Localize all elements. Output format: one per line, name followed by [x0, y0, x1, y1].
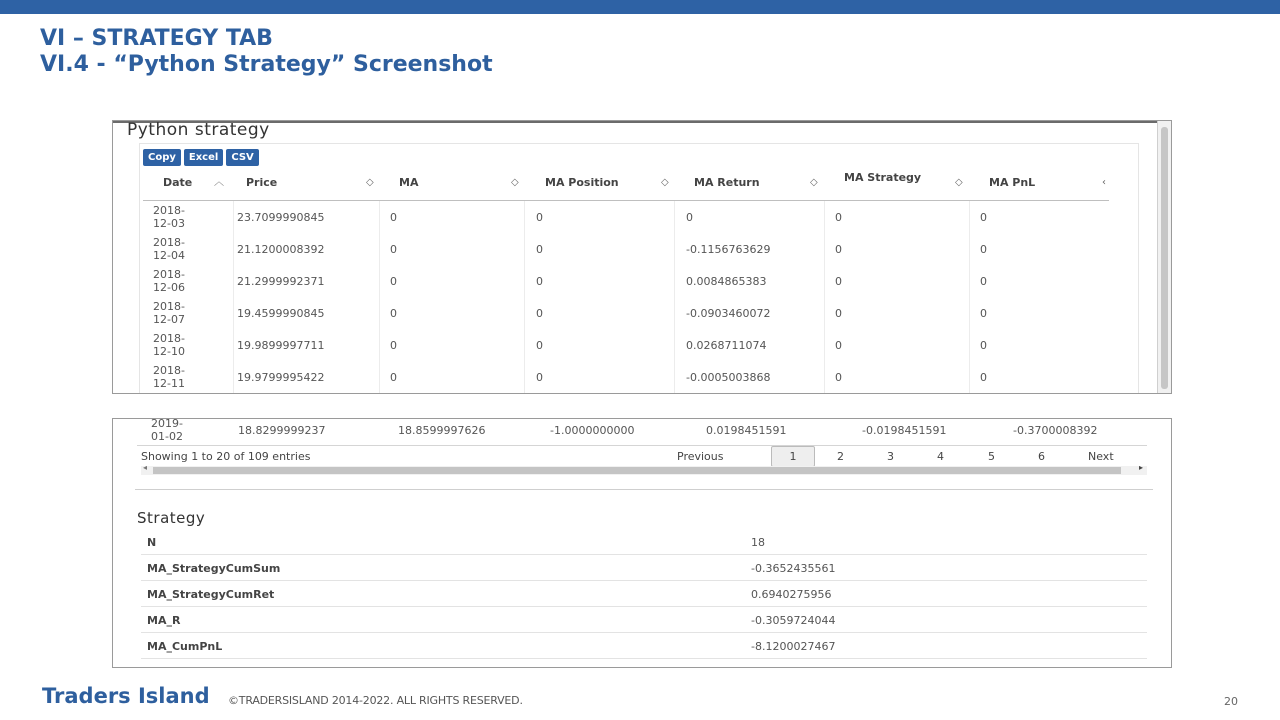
cell-ma-position: 0 — [536, 307, 543, 320]
cell-date: 2018- 12-10 — [153, 332, 185, 358]
cell-ma: 0 — [390, 243, 397, 256]
cell-ma-position: -1.0000000000 — [550, 424, 635, 437]
cell-ma-return: -0.1156763629 — [686, 243, 771, 256]
cell-ma-pnl: 0 — [980, 243, 987, 256]
cell-ma-strategy: 0 — [835, 211, 842, 224]
cell-date: 2018- 12-03 — [153, 204, 185, 230]
column-header-ma-return[interactable]: MA Return — [694, 176, 760, 189]
vertical-scrollbar[interactable] — [1157, 121, 1171, 394]
table-row — [143, 204, 1109, 236]
column-header-ma-strategy[interactable]: MA Strategy — [844, 171, 922, 184]
horizontal-scrollbar[interactable] — [141, 463, 1147, 475]
cell-ma-pnl: -0.3700008392 — [1013, 424, 1098, 437]
panel-top-border — [113, 121, 1159, 123]
strategy-summary-screenshot — [112, 418, 1172, 668]
cell-ma-pnl: 0 — [980, 339, 987, 352]
page-number: 20 — [1224, 695, 1238, 708]
cell-price: 19.4599990845 — [237, 307, 325, 320]
sort-icon[interactable]: ◇ — [366, 177, 374, 188]
pagination-previous[interactable]: Previous — [677, 450, 724, 463]
row-divider — [137, 445, 1147, 446]
cell-ma: 0 — [390, 275, 397, 288]
cell-ma-pnl: 0 — [980, 307, 987, 320]
cell-ma-return: 0 — [686, 211, 693, 224]
cell-ma-position: 0 — [536, 243, 543, 256]
cell-date: 2019- 01-02 — [151, 418, 183, 443]
table-info: Showing 1 to 20 of 109 entries — [141, 450, 311, 463]
python-strategy-title: Python strategy — [127, 120, 270, 140]
cell-ma-position: 0 — [536, 275, 543, 288]
section-divider — [135, 489, 1153, 490]
csv-button[interactable]: CSV — [226, 149, 258, 166]
table-row — [143, 268, 1109, 300]
pagination-page-5[interactable]: 5 — [988, 450, 995, 463]
cell-price: 23.7099990845 — [237, 211, 325, 224]
sort-icon-partial[interactable]: ‹ — [1102, 177, 1106, 188]
table-row — [143, 300, 1109, 332]
footer-brand-logo: Traders Island — [42, 684, 210, 708]
slide-heading — [40, 26, 493, 78]
strategy-value: -0.3652435561 — [751, 562, 836, 575]
cell-ma: 0 — [390, 371, 397, 384]
cell-price: 19.9799995422 — [237, 371, 325, 384]
scrollbar-thumb[interactable] — [1161, 127, 1168, 389]
table-row — [143, 364, 1109, 394]
table-row — [143, 236, 1109, 268]
strategy-value: 0.6940275956 — [751, 588, 832, 601]
strategy-key: MA_StrategyCumSum — [147, 562, 281, 575]
table-row — [143, 419, 1153, 445]
cell-date: 2018- 12-11 — [153, 364, 185, 390]
cell-ma: 0 — [390, 339, 397, 352]
slide-heading-line1: VI – STRATEGY TAB — [40, 26, 273, 51]
sort-icon[interactable]: ◇ — [955, 177, 963, 188]
strategy-value: -0.3059724044 — [751, 614, 836, 627]
cell-ma-pnl: 0 — [980, 275, 987, 288]
column-header-ma-position[interactable]: MA Position — [545, 176, 619, 189]
strategy-row — [141, 529, 1147, 555]
sort-icon[interactable]: ◇ — [511, 177, 519, 188]
strategy-key: MA_R — [147, 614, 181, 627]
cell-ma-return: 0.0084865383 — [686, 275, 767, 288]
sort-icon[interactable]: ◇ — [661, 177, 669, 188]
cell-ma-position: 0 — [536, 211, 543, 224]
scroll-right-icon[interactable]: ▸ — [1138, 463, 1143, 472]
cell-ma-strategy: 0 — [835, 243, 842, 256]
strategy-key: N — [147, 536, 157, 549]
column-header-ma-pnl[interactable]: MA PnL — [989, 176, 1036, 189]
cell-ma-return: 0.0268711074 — [686, 339, 767, 352]
cell-ma-strategy: 0 — [835, 275, 842, 288]
pagination-page-4[interactable]: 4 — [937, 450, 944, 463]
pagination-page-1[interactable]: 1 — [771, 446, 815, 467]
export-buttons — [143, 149, 259, 166]
cell-ma-strategy: -0.0198451591 — [862, 424, 947, 437]
slide-heading-line2: VI.4 - “Python Strategy” Screenshot — [40, 52, 493, 77]
sort-asc-icon[interactable]: ︿ — [214, 177, 224, 188]
cell-ma: 18.8599997626 — [398, 424, 486, 437]
table-row — [143, 332, 1109, 364]
strategy-row — [141, 555, 1147, 581]
cell-price: 19.9899997711 — [237, 339, 325, 352]
strategy-key: MA_CumPnL — [147, 640, 223, 653]
cell-ma-pnl: 0 — [980, 371, 987, 384]
sort-icon[interactable]: ◇ — [810, 177, 818, 188]
cell-ma-strategy: 0 — [835, 371, 842, 384]
copy-button[interactable]: Copy — [143, 149, 181, 166]
cell-ma: 0 — [390, 307, 397, 320]
scrollbar-thumb[interactable] — [153, 467, 1121, 474]
cell-date: 2018- 12-04 — [153, 236, 185, 262]
cell-price: 21.1200008392 — [237, 243, 325, 256]
strategy-key: MA_StrategyCumRet — [147, 588, 275, 601]
column-header-date[interactable]: Date — [163, 176, 193, 189]
cell-date: 2018- 12-07 — [153, 300, 185, 326]
cell-ma-pnl: 0 — [980, 211, 987, 224]
cell-ma-strategy: 0 — [835, 307, 842, 320]
strategy-value: 18 — [751, 536, 765, 549]
python-strategy-screenshot — [112, 120, 1172, 394]
column-header-price[interactable]: Price — [246, 176, 278, 189]
cell-ma: 0 — [390, 211, 397, 224]
scroll-left-icon[interactable]: ◂ — [143, 463, 148, 472]
cell-ma-position: 0 — [536, 339, 543, 352]
strategy-value: -8.1200027467 — [751, 640, 836, 653]
header-divider — [143, 200, 1109, 201]
strategy-row — [141, 581, 1147, 607]
top-accent-bar — [0, 0, 1280, 14]
pagination-next[interactable]: Next — [1088, 450, 1114, 463]
cell-ma-position: 0 — [536, 371, 543, 384]
cell-ma-return: -0.0903460072 — [686, 307, 771, 320]
pagination-page-2[interactable]: 2 — [837, 450, 844, 463]
column-header-ma[interactable]: MA — [399, 176, 419, 189]
pagination-page-6[interactable]: 6 — [1038, 450, 1045, 463]
cell-ma-return: 0.0198451591 — [706, 424, 787, 437]
cell-ma-return: -0.0005003868 — [686, 371, 771, 384]
footer-copyright: ©TRADERSISLAND 2014-2022. ALL RIGHTS RESERVED. — [228, 694, 523, 707]
pagination-page-3[interactable]: 3 — [887, 450, 894, 463]
strategy-row — [141, 607, 1147, 633]
cell-price: 21.2999992371 — [237, 275, 325, 288]
excel-button[interactable]: Excel — [184, 149, 223, 166]
cell-price: 18.8299999237 — [238, 424, 326, 437]
strategy-title: Strategy — [137, 509, 206, 527]
cell-date: 2018- 12-06 — [153, 268, 185, 294]
cell-ma-strategy: 0 — [835, 339, 842, 352]
strategy-row — [141, 633, 1147, 659]
